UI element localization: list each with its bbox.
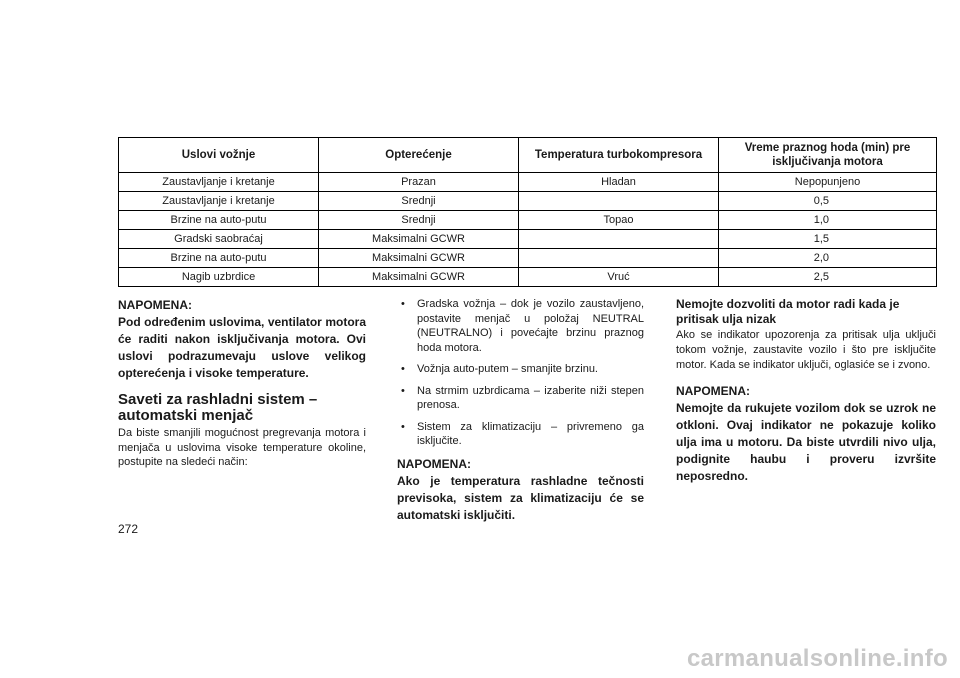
section-title-line-1: Saveti za rashladni sistem – — [118, 391, 318, 408]
list-item — [397, 362, 644, 377]
table-cell — [519, 192, 719, 211]
right-column — [676, 297, 936, 485]
table-cell: Topao — [519, 211, 719, 230]
table-cell: Zaustavljanje i kretanje — [119, 192, 319, 211]
list-item-text: Na strmim uzbrdicama – izaberite niži stepen prenosa. — [417, 384, 644, 411]
bullet-icon: • — [401, 420, 405, 433]
header-turbo-temperature: Temperatura turbokompresora — [519, 138, 719, 173]
note-label: NAPOMENA: — [397, 456, 471, 471]
section-body: Da biste smanjili mogućnost pregrevanja motora i menjača u uslovima visoke temperature okoline, postupite na sledeći način: — [118, 427, 366, 468]
table-cell: 0,5 — [719, 192, 937, 211]
table-cell: 2,0 — [719, 249, 937, 268]
table-cell: Gradski saobraćaj — [119, 230, 319, 249]
table-cell: Brzine na auto-putu — [119, 211, 319, 230]
table-row — [119, 230, 937, 249]
bullet-icon: • — [401, 298, 405, 310]
table-header-row — [119, 138, 937, 173]
idle-time-table — [118, 137, 937, 287]
table-row — [119, 211, 937, 230]
bullet-icon: • — [401, 363, 405, 375]
tips-list — [397, 297, 644, 449]
list-item-text: Gradska vožnja – dok je vozilo zaustavljeno, postavite menjač u položaj NEUTRAL (NEUTRALNO) i povećajte brzinu praznog hoda motora. — [417, 298, 644, 354]
table-cell: Brzine na auto-putu — [119, 249, 319, 268]
section-heading: Nemojte dozvoliti da motor radi kada je pritisak ulja nizak — [676, 297, 900, 326]
list-item — [397, 297, 644, 355]
table-cell: Maksimalni GCWR — [319, 230, 519, 249]
page-number: 272 — [118, 522, 139, 536]
table-row — [119, 268, 937, 287]
note-label: NAPOMENA: — [676, 384, 750, 398]
table-cell: Maksimalni GCWR — [319, 249, 519, 268]
note-text: Pod određenim uslovima, ventilator motora će raditi nakon isključivanja motora. Ovi uslovi podrazumevaju uslove velikog opterećenja i visoke temperature. — [118, 315, 366, 380]
table-cell: Maksimalni GCWR — [319, 268, 519, 287]
list-item — [397, 420, 644, 449]
table-row — [119, 249, 937, 268]
middle-column — [397, 297, 644, 524]
section-title-line-2: automatski menjač — [118, 407, 254, 424]
watermark: carmanualsonline.info — [686, 645, 948, 672]
table-cell — [519, 249, 719, 268]
table-cell: Zaustavljanje i kretanje — [119, 173, 319, 192]
table-cell: 1,0 — [719, 211, 937, 230]
note-text: Nemojte da rukujete vozilom dok se uzrok ne otkloni. Ovaj indikator ne pokazuje koliko ulja ima u motoru. Da biste utvrdili nivo ulja, podignite haubu i proveru izvršite neposredno. — [676, 401, 936, 483]
table-cell: 1,5 — [719, 230, 937, 249]
section-body: Ako se indikator upozorenja za pritisak ulja uključi tokom vožnje, zaustavite vozilo i što pre isključite motor. Kada se indikator uključi, oglasiće se i zvono. — [676, 329, 936, 371]
list-item-text: Vožnja auto-putem – smanjite brzinu. — [417, 363, 598, 375]
header-load: Opterećenje — [319, 138, 519, 173]
left-column — [118, 297, 366, 470]
note-label: NAPOMENA: — [118, 298, 192, 312]
table-cell — [519, 230, 719, 249]
table-cell: Vruć — [519, 268, 719, 287]
table-cell: Nagib uzbrdice — [119, 268, 319, 287]
table-cell: Srednji — [319, 192, 519, 211]
table-cell: 2,5 — [719, 268, 937, 287]
table-row — [119, 173, 937, 192]
table-cell: Hladan — [519, 173, 719, 192]
table-cell: Nepopunjeno — [719, 173, 937, 192]
header-idle-time: Vreme praznog hoda (min) pre isključivanja motora — [719, 138, 937, 173]
note-text: Ako je temperatura rashladne tečnosti previsoka, sistem za klimatizaciju će se automatski isključiti. — [397, 473, 644, 522]
list-item — [397, 384, 644, 413]
table-cell: Srednji — [319, 211, 519, 230]
bullet-icon: • — [401, 384, 405, 397]
header-driving-conditions: Uslovi vožnje — [119, 138, 319, 173]
list-item-text: Sistem za klimatizaciju – privremeno ga isključite. — [417, 420, 644, 447]
table-row — [119, 192, 937, 211]
section-title — [118, 392, 366, 424]
table-cell: Prazan — [319, 173, 519, 192]
